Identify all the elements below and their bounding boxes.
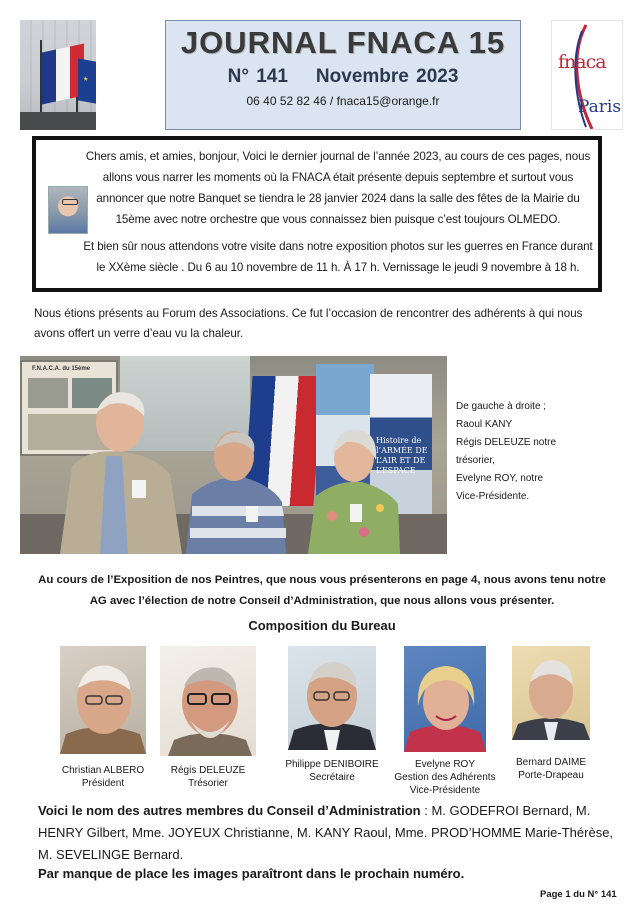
photo-poster-text: Histoire de l’ARMÉE DE L’AIR ET DE L’ESPACE xyxy=(376,436,428,475)
member-role: Président xyxy=(81,778,125,789)
photo-board-title: F.N.A.C.A. du 15ème xyxy=(32,366,91,372)
masthead xyxy=(165,20,521,130)
bureau-member-daime xyxy=(512,646,590,781)
member-portrait xyxy=(512,646,590,740)
member-role: Secrétaire xyxy=(309,772,355,783)
page-footer: Page 1 du N° 141 xyxy=(540,889,617,900)
caption-line-3: Régis DELEUZE notre trésorier, xyxy=(456,437,557,466)
flags-photo: ★ xyxy=(20,20,96,130)
bureau-member-deleuze xyxy=(160,646,256,789)
bureau-member-deniboire xyxy=(285,646,379,783)
member-role-2: Vice-Présidente xyxy=(409,785,481,796)
member-role: Gestion des Adhérents xyxy=(394,772,496,783)
issue-line xyxy=(166,66,520,88)
member-portrait xyxy=(404,646,486,752)
closing-note: Par manque de place les images paraîtront dans le prochain numéro. xyxy=(38,866,465,881)
member-name: Philippe DENIBOIRE xyxy=(285,759,379,770)
other-members-names: : M. GODEFROI Bernard, M. HENRY Gilbert, Mme. JOYEUX Christianne, M. KANY Raoul, Mme. PROD’HOMME Marie-Thérèse, M. SEVELINGE Bernard. xyxy=(38,803,614,862)
forum-photo xyxy=(20,356,447,554)
member-portrait xyxy=(60,646,146,754)
member-role: Trésorier xyxy=(188,778,228,789)
member-name: Régis DELEUZE xyxy=(170,765,246,776)
issue-date: Novembre 2023 xyxy=(315,66,459,87)
member-name: Christian ALBERO xyxy=(61,765,145,776)
journal-title: JOURNAL FNACA 15 xyxy=(180,25,506,60)
intro-box xyxy=(32,136,602,292)
member-portrait xyxy=(288,646,376,750)
member-role: Porte-Drapeau xyxy=(518,770,584,781)
forum-paragraph: Nous étions présents au Forum des Associations. Ce fut l’occasion de rencontrer des adhérents à qui nous avons offert un verre d’eau vu la chaleur. xyxy=(34,307,583,340)
other-members-lead: Voici le nom des autres membres du Conseil d’Administration xyxy=(38,803,421,818)
caption-line-2: Raoul KANY xyxy=(456,419,513,430)
member-name: Bernard DAIME xyxy=(515,757,587,768)
logo-text-paris: Paris xyxy=(578,97,622,117)
caption-line-1: De gauche à droite ; xyxy=(456,401,547,412)
bureau-member-roy xyxy=(394,646,496,796)
intro-paragraph-1: Chers amis, et amies, bonjour, Voici le dernier journal de l’année 2023, au cours de ces pages, nous allons vous narrer les moments où la FNACA était présente depuis septembre et surtout vous annoncer que notre Banquet se tiendra le 28 janvier 2024 dans la salle des fêtes de la Mairie du 15ème avec notre orchestre que vous connaissez bien puisque c’est toujours OLMEDO. xyxy=(85,150,591,226)
other-members-paragraph xyxy=(38,800,618,866)
photo-caption xyxy=(456,398,566,506)
member-portrait xyxy=(160,646,256,756)
bureau-title: Composition du Bureau xyxy=(248,618,396,633)
contact-line: 06 40 52 82 46 / fnaca15@orange.fr xyxy=(246,94,440,108)
issue-number: N° 141 xyxy=(227,66,288,87)
logo-text-fnaca: fnaca xyxy=(558,51,606,73)
fnaca-paris-logo xyxy=(551,20,623,130)
exposition-paragraph: Au cours de l’Exposition de nos Peintres, que nous vous présenterons en page 4, nous avons tenu notre AG avec l’élection de notre Conseil d’Administration, que nous allons vous présenter. xyxy=(38,574,606,607)
intro-paragraph-2: Et bien sûr nous attendons votre visite dans notre exposition photos sur les guerres en France durant le XXème siècle . Du 6 au 10 novembre de 11 h. À 17 h. Vernissage le jeudi 9 novembre à 18 h. xyxy=(83,240,593,274)
bureau-member-albero xyxy=(60,646,146,789)
member-name: Evelyne ROY xyxy=(414,759,476,770)
caption-line-4: Evelyne ROY, notre Vice-Présidente. xyxy=(456,473,544,502)
